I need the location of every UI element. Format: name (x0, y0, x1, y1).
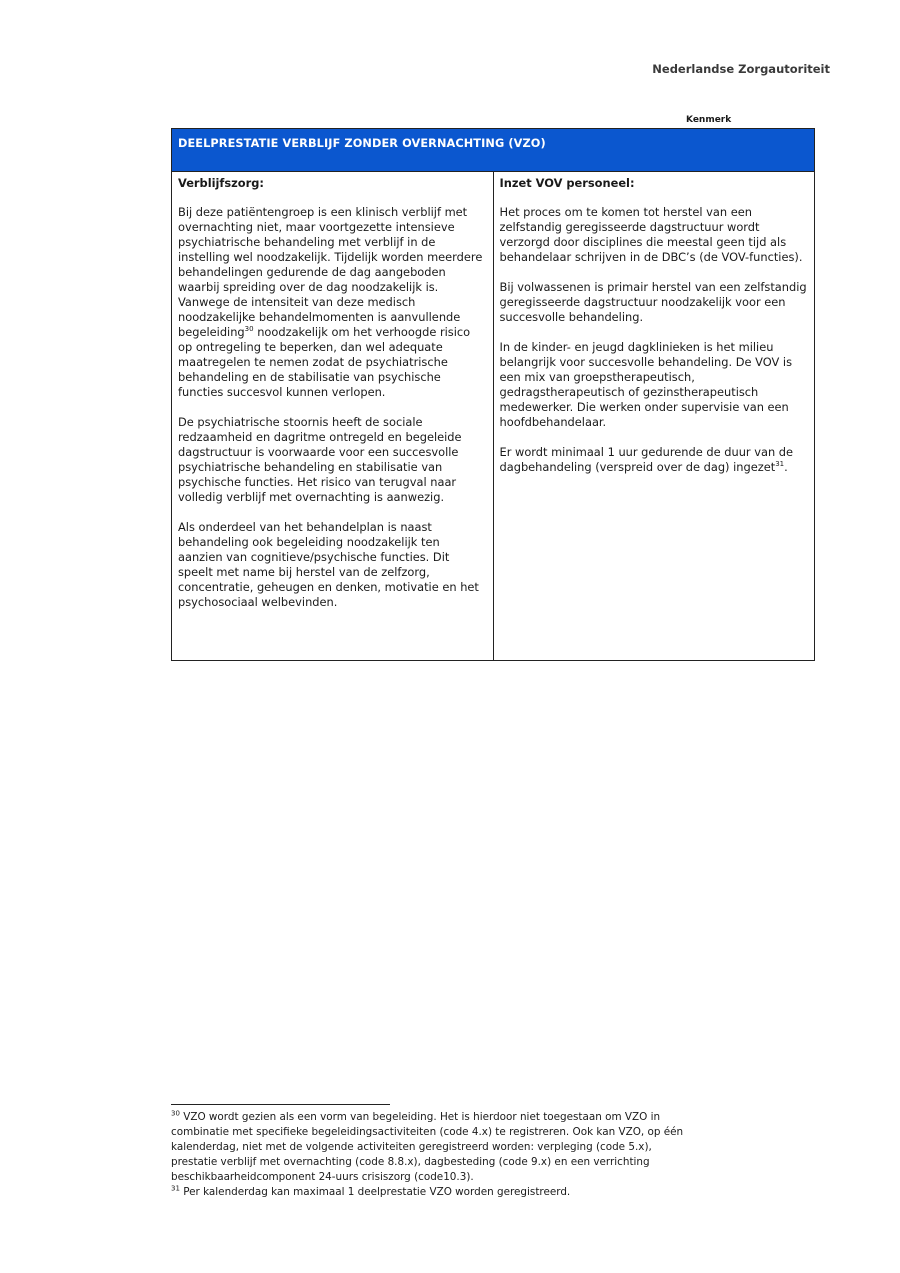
footnotes (171, 1110, 691, 1200)
table-header (172, 129, 815, 172)
kenmerk-label: Kenmerk (686, 115, 732, 125)
table-title: DEELPRESTATIE VERBLIJF ZONDER OVERNACHTING (VZO) (178, 137, 546, 150)
paragraph-4-text-a: Er wordt minimaal 1 uur gedurende de duur van de dagbehandeling (verspreid over de dag) ingezet (499, 445, 794, 474)
footnote-31-text: Per kalenderdag kan maximaal 1 deelprestatie VZO worden geregistreerd. (179, 1186, 571, 1198)
vov-personeel-heading: Inzet VOV personeel: (499, 176, 635, 190)
vov-paragraph-1: Het proces om te komen tot herstel van een zelfstandig geregisseerde dagstructuur wordt verzorgd door disciplines die meestal geen tijd als behandelaar schrijven in de DBC’s (de VOV-functies). (499, 205, 803, 264)
paragraph-4-text-b: . (784, 460, 788, 474)
footnote-31 (171, 1185, 691, 1200)
vov-paragraph-3: In de kinder- en jeugd dagklinieken is het milieu belangrijk voor succesvolle behandeling. De VOV is een mix van groepstherapeutisch, gedragstherapeutisch of gezinstherapeutisch medewerker. Die werken onder supervisie van een hoofdbehandelaar. (499, 340, 793, 429)
vov-paragraph-4 (500, 445, 809, 475)
footnote-marker-31: 31 (171, 1184, 180, 1193)
verblijfszorg-paragraph-4: Als onderdeel van het behandelplan is naast behandeling ook begeleiding noodzakelijk ten aanzien van cognitieve/psychische functies. Dit speelt met name bij herstel van de zelfzorg, concentratie, geheugen en denken, motivatie en het psychosociaal welbevinden. (178, 520, 479, 609)
vzo-table (171, 128, 815, 661)
paragraph-2-text-b: noodzakelijk om het verhoogde risico op ontregeling te beperken, dan wel adequate maatregelen te nemen zodat de psychiatrische behandeling en de stabilisatie van psychische functies succesvol kunnen verlopen. (178, 325, 471, 399)
footnote-ref-30[interactable]: 30 (244, 325, 254, 334)
verblijfszorg-paragraph-2 (178, 295, 487, 400)
verblijfszorg-column (172, 172, 494, 661)
verblijfszorg-paragraph-1: Bij deze patiëntengroep is een klinisch verblijf met overnachting niet, maar voortgezette intensieve psychiatrische behandeling met verblijf in de instelling wel noodzakelijk. Tijdelijk worden meerdere behandelingen gedurende de dag aangeboden waarbij spreiding over de dag noodzakelijk is. (178, 205, 483, 294)
paragraph-2-text-a: Vanwege de intensiteit van deze medisch noodzakelijke behandelmomenten is aanvullende begeleiding (178, 295, 461, 339)
footnote-marker-30: 30 (171, 1109, 180, 1118)
verblijfszorg-paragraph-3: De psychiatrische stoornis heeft de sociale redzaamheid en dagritme ontregeld en begeleide dagstructuur is voorwaarde voor een succesvolle psychiatrische behandeling en stabilisatie van psychische functies. Het risico van terugval naar volledig verblijf met overnachting is aanwezig. (178, 415, 462, 504)
vov-personeel-column (493, 172, 815, 661)
footnote-30 (171, 1110, 691, 1185)
footnote-ref-31[interactable]: 31 (775, 460, 785, 469)
footnote-30-text: VZO wordt gezien als een vorm van begeleiding. Het is hierdoor niet toegestaan om VZO in combinatie met specifieke begeleidingsactiviteiten (code 4.x) te registreren. Ook kan VZO, op één kalenderdag, niet met de volgende activiteiten geregistreerd worden: verpleging (code 5.x), prestatie verblijf met overnachting (code 8.8.x), dagbesteding (code 9.x) en een verrichting beschikbaarheidcomponent 24-uurs crisiszorg (code10.3). (171, 1111, 684, 1183)
verblijfszorg-heading: Verblijfszorg: (178, 176, 264, 190)
footnote-divider (171, 1104, 390, 1105)
vov-paragraph-2: Bij volwassenen is primair herstel van een zelfstandig geregisseerde dagstructuur noodzakelijk voor een succesvolle behandeling. (499, 280, 807, 324)
organization-name: Nederlandse Zorgautoriteit (652, 62, 830, 76)
